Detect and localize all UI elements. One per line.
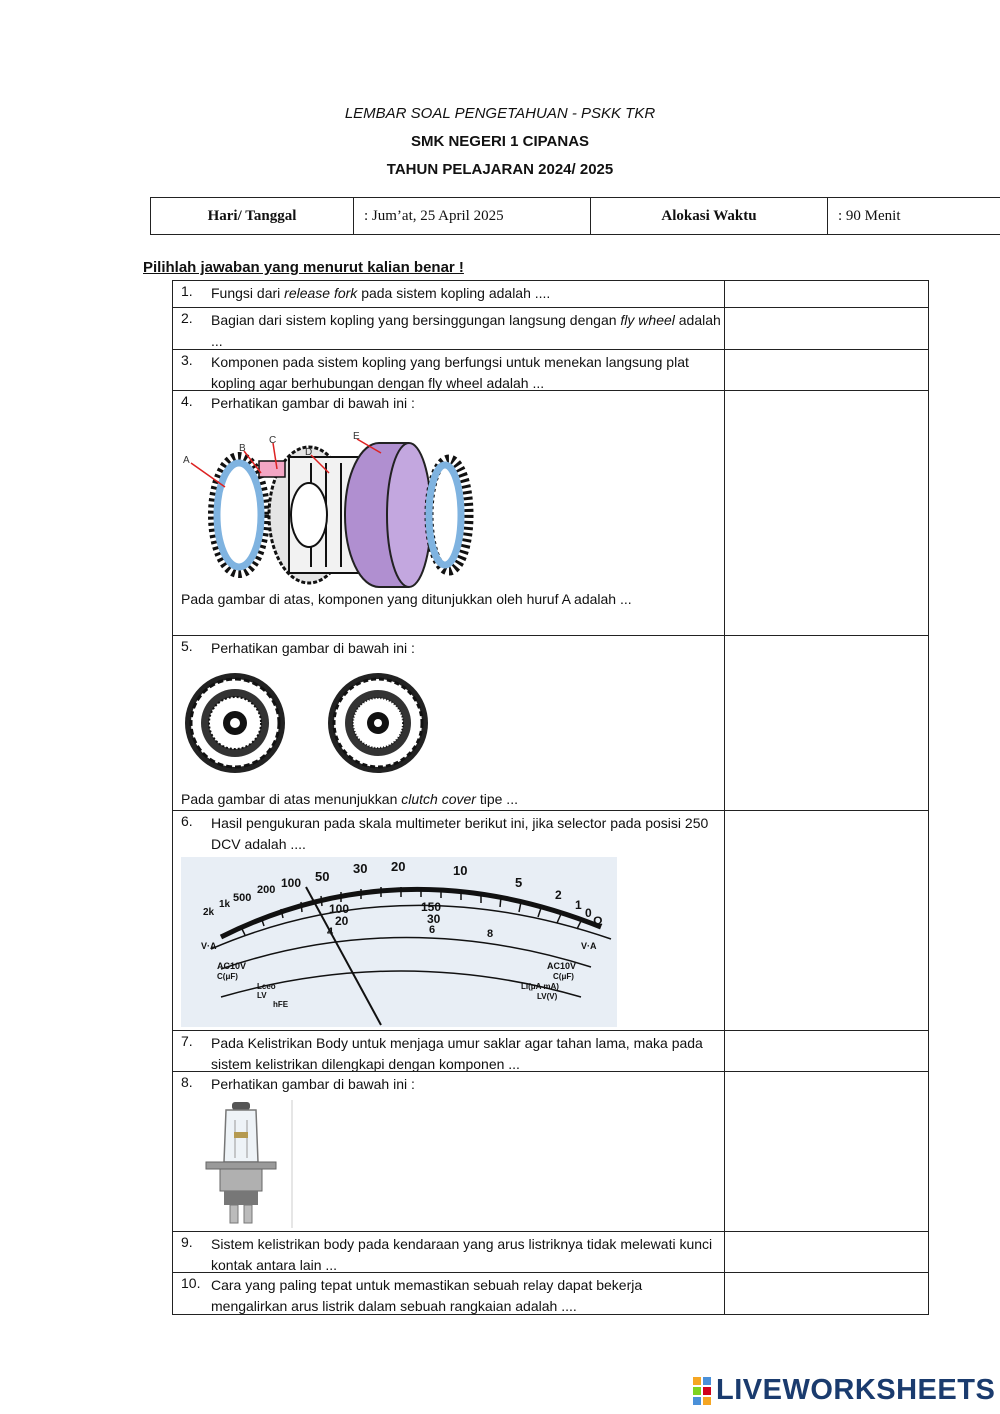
- svg-text:2k: 2k: [203, 907, 215, 918]
- question-number: 4.: [181, 393, 193, 409]
- svg-text:50: 50: [315, 869, 330, 884]
- svg-text:hFE: hFE: [273, 1000, 289, 1009]
- svg-text:4: 4: [327, 926, 334, 938]
- answer-cell-2[interactable]: [726, 308, 928, 349]
- svg-text:6: 6: [429, 924, 436, 936]
- question-table: [172, 280, 929, 1315]
- question-row-4: [172, 390, 929, 635]
- clutch-cover-left: [185, 673, 285, 773]
- label-c: C: [269, 435, 277, 446]
- sheet-title: LEMBAR SOAL PENGETAHUAN - PSKK TKR: [344, 105, 656, 122]
- question-row-1: [172, 280, 929, 307]
- svg-text:200: 200: [257, 884, 276, 896]
- answer-cell-7[interactable]: [726, 1031, 928, 1071]
- svg-text:500: 500: [233, 892, 252, 904]
- question-number: 7.: [181, 1033, 193, 1049]
- question-number: 9.: [181, 1234, 193, 1250]
- synchronizer-diagram: [181, 423, 481, 593]
- svg-text:LV: LV: [257, 991, 267, 1000]
- svg-text:100: 100: [281, 876, 302, 890]
- answer-cell-5[interactable]: [726, 636, 928, 810]
- answer-cell-1[interactable]: [726, 281, 928, 307]
- halogen-bulb-image: [198, 1100, 298, 1228]
- question-number: 10.: [181, 1275, 201, 1291]
- school-name: SMK NEGERI 1 CIPANAS: [410, 133, 590, 150]
- clutch-cover-images: [183, 668, 433, 783]
- day-value: : Jum’at, 25 April 2025: [354, 198, 591, 235]
- liveworksheets-logo-icon: [693, 1377, 713, 1405]
- clutch-cover-right: [328, 673, 428, 773]
- question-row-7: [172, 1030, 929, 1071]
- svg-text:Lceo: Lceo: [257, 982, 276, 991]
- svg-text:V·A: V·A: [201, 941, 217, 951]
- question-text: Cara yang paling tepat untuk memastikan sebuah relay dapat bekerja mengalirkan arus listrik dalam sebuah rangkaian adalah ....: [211, 1277, 643, 1314]
- label-e: E: [353, 431, 360, 442]
- svg-text:100: 100: [329, 902, 350, 916]
- question-text: Perhatikan gambar di bawah ini :: [211, 1076, 415, 1092]
- svg-text:2: 2: [555, 888, 562, 902]
- day-label: Hari/ Tanggal: [151, 198, 354, 235]
- multimeter-scale: [181, 857, 617, 1027]
- question-text: Fungsi dari release fork pada sistem kopling adalah ....: [211, 285, 551, 301]
- question-number: 8.: [181, 1074, 193, 1090]
- svg-text:Ω: Ω: [593, 914, 603, 928]
- watermark: LIVEWORKSHEETS: [716, 1374, 996, 1406]
- info-table: [150, 197, 1000, 235]
- question-row-3: [172, 349, 929, 390]
- svg-text:30: 30: [353, 861, 368, 876]
- svg-text:AC10V: AC10V: [217, 961, 247, 971]
- label-a: A: [183, 455, 190, 466]
- svg-text:5: 5: [515, 875, 523, 890]
- question-number: 3.: [181, 352, 193, 368]
- question-row-9: [172, 1231, 929, 1272]
- question-text: Komponen pada sistem kopling yang berfungsi untuk menekan langsung plat kopling agar berhubungan dengan fly wheel adalah ...: [211, 354, 689, 391]
- svg-text:20: 20: [335, 914, 349, 928]
- question-text: Bagian dari sistem kopling yang bersinggungan langsung dengan fly wheel adalah ...: [211, 312, 721, 349]
- svg-text:C(μF): C(μF): [217, 972, 238, 981]
- answer-cell-4[interactable]: [726, 391, 928, 635]
- svg-text:LV(V): LV(V): [537, 992, 558, 1001]
- svg-text:10: 10: [453, 863, 468, 878]
- answer-cell-10[interactable]: [726, 1273, 928, 1314]
- question-row-8: [172, 1071, 929, 1231]
- question-text: Pada Kelistrikan Body untuk menjaga umur saklar agar tahan lama, maka pada sistem kelistrikan dilengkapi dengan komponen ...: [211, 1035, 703, 1072]
- label-b: B: [239, 443, 246, 454]
- svg-text:150: 150: [421, 900, 442, 914]
- svg-text:AC10V: AC10V: [547, 961, 577, 971]
- answer-cell-3[interactable]: [726, 350, 928, 390]
- svg-text:1k: 1k: [219, 899, 231, 910]
- question-row-10: [172, 1272, 929, 1315]
- time-value: : 90 Menit: [828, 198, 1000, 235]
- label-d: D: [305, 447, 313, 458]
- svg-text:30: 30: [427, 912, 441, 926]
- svg-text:LI(μA mA): LI(μA mA): [521, 982, 559, 991]
- school-year: TAHUN PELAJARAN 2024/ 2025: [386, 161, 614, 178]
- time-label: Alokasi Waktu: [591, 198, 828, 235]
- svg-text:1: 1: [575, 898, 582, 912]
- question-caption: Pada gambar di atas menunjukkan clutch cover tipe ...: [181, 791, 518, 807]
- question-caption: Pada gambar di atas, komponen yang ditunjukkan oleh huruf A adalah ...: [181, 591, 632, 607]
- answer-cell-8[interactable]: [726, 1072, 928, 1231]
- question-number: 5.: [181, 638, 193, 654]
- question-row-2: [172, 307, 929, 349]
- question-number: 2.: [181, 310, 193, 326]
- svg-text:V·A: V·A: [581, 941, 597, 951]
- question-text: Sistem kelistrikan body pada kendaraan yang arus listriknya tidak melewati kunci kontak antara lain ...: [211, 1236, 713, 1273]
- question-row-6: [172, 810, 929, 1030]
- svg-text:C(μF): C(μF): [553, 972, 574, 981]
- question-text: Perhatikan gambar di bawah ini :: [211, 640, 415, 656]
- question-text: Hasil pengukuran pada skala multimeter berikut ini, jika selector pada posisi 250 DCV adalah ....: [211, 815, 709, 852]
- answer-cell-6[interactable]: [726, 811, 928, 1030]
- question-number: 6.: [181, 813, 193, 829]
- question-row-5: [172, 635, 929, 810]
- svg-text:20: 20: [391, 859, 406, 874]
- answer-cell-9[interactable]: [726, 1232, 928, 1272]
- svg-text:8: 8: [487, 928, 494, 940]
- question-number: 1.: [181, 283, 193, 299]
- instruction: Pilihlah jawaban yang menurut kalian benar !: [143, 259, 464, 276]
- question-text: Perhatikan gambar di bawah ini :: [211, 395, 415, 411]
- svg-text:0: 0: [585, 906, 592, 920]
